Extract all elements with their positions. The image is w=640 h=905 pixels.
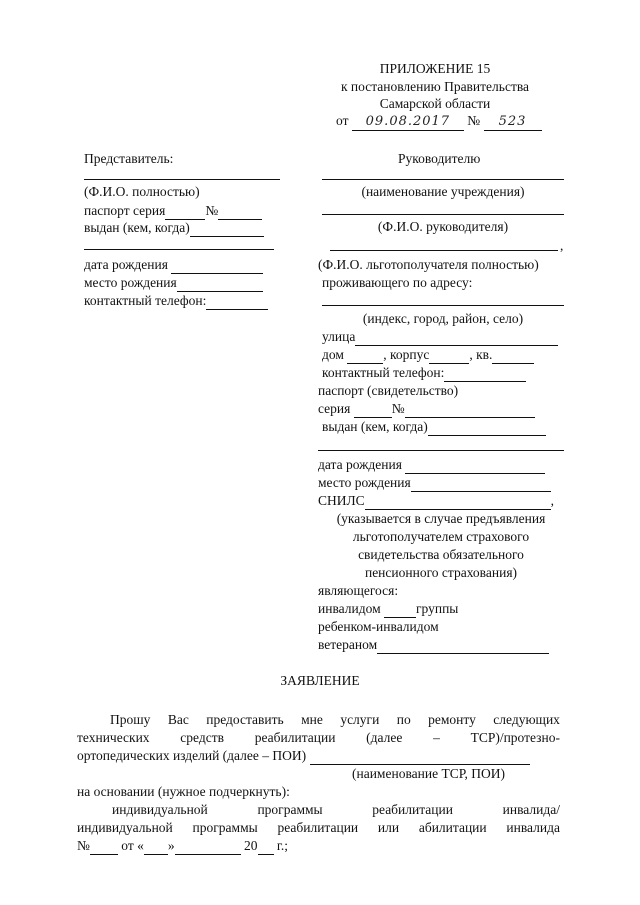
ipra-month-field[interactable] xyxy=(175,837,241,855)
snils-note-2: льготополучателем страхового xyxy=(352,529,530,544)
word: индивидуальной xyxy=(112,802,208,817)
passport-series-label: паспорт серия xyxy=(84,203,166,218)
representative-phone xyxy=(84,292,268,310)
address-line[interactable] xyxy=(322,305,564,306)
word: абилитации xyxy=(418,820,487,835)
series-label: серия xyxy=(318,401,351,416)
recipient-passport-label: паспорт (свидетельство) xyxy=(318,383,459,398)
institution-line[interactable] xyxy=(322,179,564,180)
invalid-row xyxy=(318,600,458,618)
issued-field[interactable] xyxy=(190,219,264,237)
statement-line-2 xyxy=(77,729,560,746)
snils-note-4: пенсионного страхования) xyxy=(364,565,518,580)
house-field[interactable] xyxy=(347,346,383,364)
residing-label: проживающего по адресу: xyxy=(322,275,473,290)
snils-comma: , xyxy=(550,493,555,508)
resolution-date-line xyxy=(336,112,542,131)
snils-row xyxy=(318,492,554,510)
apartment-field[interactable] xyxy=(492,346,534,364)
region-name: Самарской области xyxy=(379,96,491,111)
word: инвалида xyxy=(506,820,560,835)
year-prefix: 20 xyxy=(244,838,258,853)
poi-label: ортопедических изделий (далее – ПОИ) xyxy=(77,748,307,763)
recipient-fio-line[interactable] xyxy=(330,250,558,251)
veteran-field[interactable] xyxy=(377,636,549,654)
issued-label: выдан (кем, когда) xyxy=(84,220,190,235)
statement-title: ЗАЯВЛЕНИЕ xyxy=(280,673,360,688)
comma: , xyxy=(560,238,564,253)
number-field[interactable] xyxy=(405,400,535,418)
building-label: , корпус xyxy=(383,347,430,362)
house-row xyxy=(322,346,534,364)
head-fio-line[interactable] xyxy=(322,214,564,215)
birth-date-label: дата рождения xyxy=(84,257,168,272)
representative-birth-place xyxy=(84,274,263,292)
recipient-birth-date-label: дата рождения xyxy=(318,457,402,472)
word: услуги xyxy=(340,712,380,727)
passport-number-field[interactable] xyxy=(218,202,262,220)
word: по xyxy=(396,712,411,727)
representative-issued xyxy=(84,219,264,237)
word: средств xyxy=(180,730,224,745)
recipient-issued-label: выдан (кем, когда) xyxy=(322,419,428,434)
addressee: Руководителю xyxy=(398,151,481,166)
recipient-issued-line2[interactable] xyxy=(318,450,564,451)
tsr-poi-hint: (наименование ТСР, ПОИ) xyxy=(352,766,506,781)
word: реабилитации xyxy=(254,730,336,745)
statement-line-7 xyxy=(77,837,288,855)
appendix-title: ПРИЛОЖЕНИЕ 15 xyxy=(379,61,491,76)
ipra-day-field[interactable] xyxy=(144,837,168,855)
address-hint: (индекс, город, район, село) xyxy=(362,311,524,326)
word: или xyxy=(377,820,400,835)
series-row xyxy=(318,400,535,418)
recipient-birth-date-row xyxy=(318,456,545,474)
invalid-group-field[interactable] xyxy=(384,600,416,618)
recipient-birth-place-field[interactable] xyxy=(411,474,551,492)
recipient-birth-place-row xyxy=(318,474,551,492)
recipient-fio-hint: (Ф.И.О. льготополучателя полностью) xyxy=(318,257,539,272)
resolution-number: 523 xyxy=(484,113,542,131)
word: предоставить xyxy=(206,712,284,727)
invalid-label: инвалидом xyxy=(318,601,381,616)
date-prefix: от xyxy=(336,113,349,128)
representative-passport xyxy=(84,202,262,220)
statement-line-3 xyxy=(77,747,530,765)
veteran-label: ветераном xyxy=(318,637,378,652)
ipra-number-label: № xyxy=(77,838,90,853)
recipient-birth-date-field[interactable] xyxy=(405,456,545,474)
ipra-number-field[interactable] xyxy=(90,837,118,855)
birth-date-field[interactable] xyxy=(171,256,263,274)
snils-label: СНИЛС xyxy=(318,493,365,508)
recipient-phone-field[interactable] xyxy=(444,364,526,382)
basis-label: на основании (нужное подчеркнуть): xyxy=(77,784,290,799)
street-label: улица xyxy=(322,329,356,344)
statement-line-1 xyxy=(110,711,560,728)
veteran-row xyxy=(318,636,549,654)
word: программы xyxy=(192,820,258,835)
resolution-ref: к постановлению Правительства xyxy=(340,79,530,94)
ipra-year-field[interactable] xyxy=(258,837,274,855)
snils-note-3: свидетельства обязательного xyxy=(358,547,524,562)
building-field[interactable] xyxy=(429,346,469,364)
representative-fio-hint: (Ф.И.О. полностью) xyxy=(84,184,200,199)
recipient-birth-place-label: место рождения xyxy=(318,475,411,490)
apartment-label: , кв. xyxy=(469,347,493,362)
tsr-poi-field[interactable] xyxy=(310,747,530,765)
word: Вас xyxy=(167,712,189,727)
street-field[interactable] xyxy=(355,328,558,346)
word: реабилитации xyxy=(277,820,359,835)
child-invalid-label: ребенком-инвалидом xyxy=(318,619,439,634)
representative-birth-date xyxy=(84,256,263,274)
representative-title: Представитель: xyxy=(84,151,174,166)
quote-close: » xyxy=(167,838,175,853)
word: (далее xyxy=(366,730,403,745)
word: следующих xyxy=(493,712,560,727)
word: реабилитации xyxy=(372,802,453,817)
birth-place-label: место рождения xyxy=(84,275,177,290)
being-label: являющегося: xyxy=(318,583,399,598)
institution-hint: (наименование учреждения) xyxy=(361,184,525,199)
street-row xyxy=(322,328,558,346)
house-label: дом xyxy=(322,347,344,362)
head-fio-hint: (Ф.И.О. руководителя) xyxy=(377,219,509,234)
word: инвалида/ xyxy=(502,802,560,817)
number-prefix: № xyxy=(467,113,481,128)
recipient-issued-row xyxy=(322,418,546,436)
word: Прошу xyxy=(110,712,151,727)
recipient-issued-field[interactable] xyxy=(428,418,546,436)
number-label: № xyxy=(391,401,405,416)
passport-number-label: № xyxy=(205,203,219,218)
statement-line-6 xyxy=(77,819,560,836)
birth-place-field[interactable] xyxy=(177,274,263,292)
word: ремонту xyxy=(428,712,476,727)
series-field[interactable] xyxy=(354,400,392,418)
word: – xyxy=(433,730,440,745)
snils-field[interactable] xyxy=(365,492,551,510)
snils-note-1: (указывается в случае предъявления xyxy=(336,511,546,526)
word: индивидуальной xyxy=(77,820,173,835)
word: ТСР)/протезно- xyxy=(470,730,560,745)
word: программы xyxy=(257,802,323,817)
resolution-date: 09.08.2017 xyxy=(352,113,464,131)
word: технических xyxy=(77,730,150,745)
representative-fio-line[interactable] xyxy=(84,179,280,180)
group-label: группы xyxy=(416,601,459,616)
representative-issued-line2[interactable] xyxy=(84,249,274,250)
word: мне xyxy=(301,712,323,727)
recipient-phone-row xyxy=(322,364,526,382)
phone-label: контактный телефон: xyxy=(84,293,207,308)
passport-series-field[interactable] xyxy=(165,202,205,220)
recipient-phone-label: контактный телефон: xyxy=(322,365,445,380)
ipra-date-label: от « xyxy=(121,838,144,853)
phone-field[interactable] xyxy=(206,292,268,310)
statement-line-5 xyxy=(112,801,560,818)
year-suffix: г.; xyxy=(276,838,289,853)
